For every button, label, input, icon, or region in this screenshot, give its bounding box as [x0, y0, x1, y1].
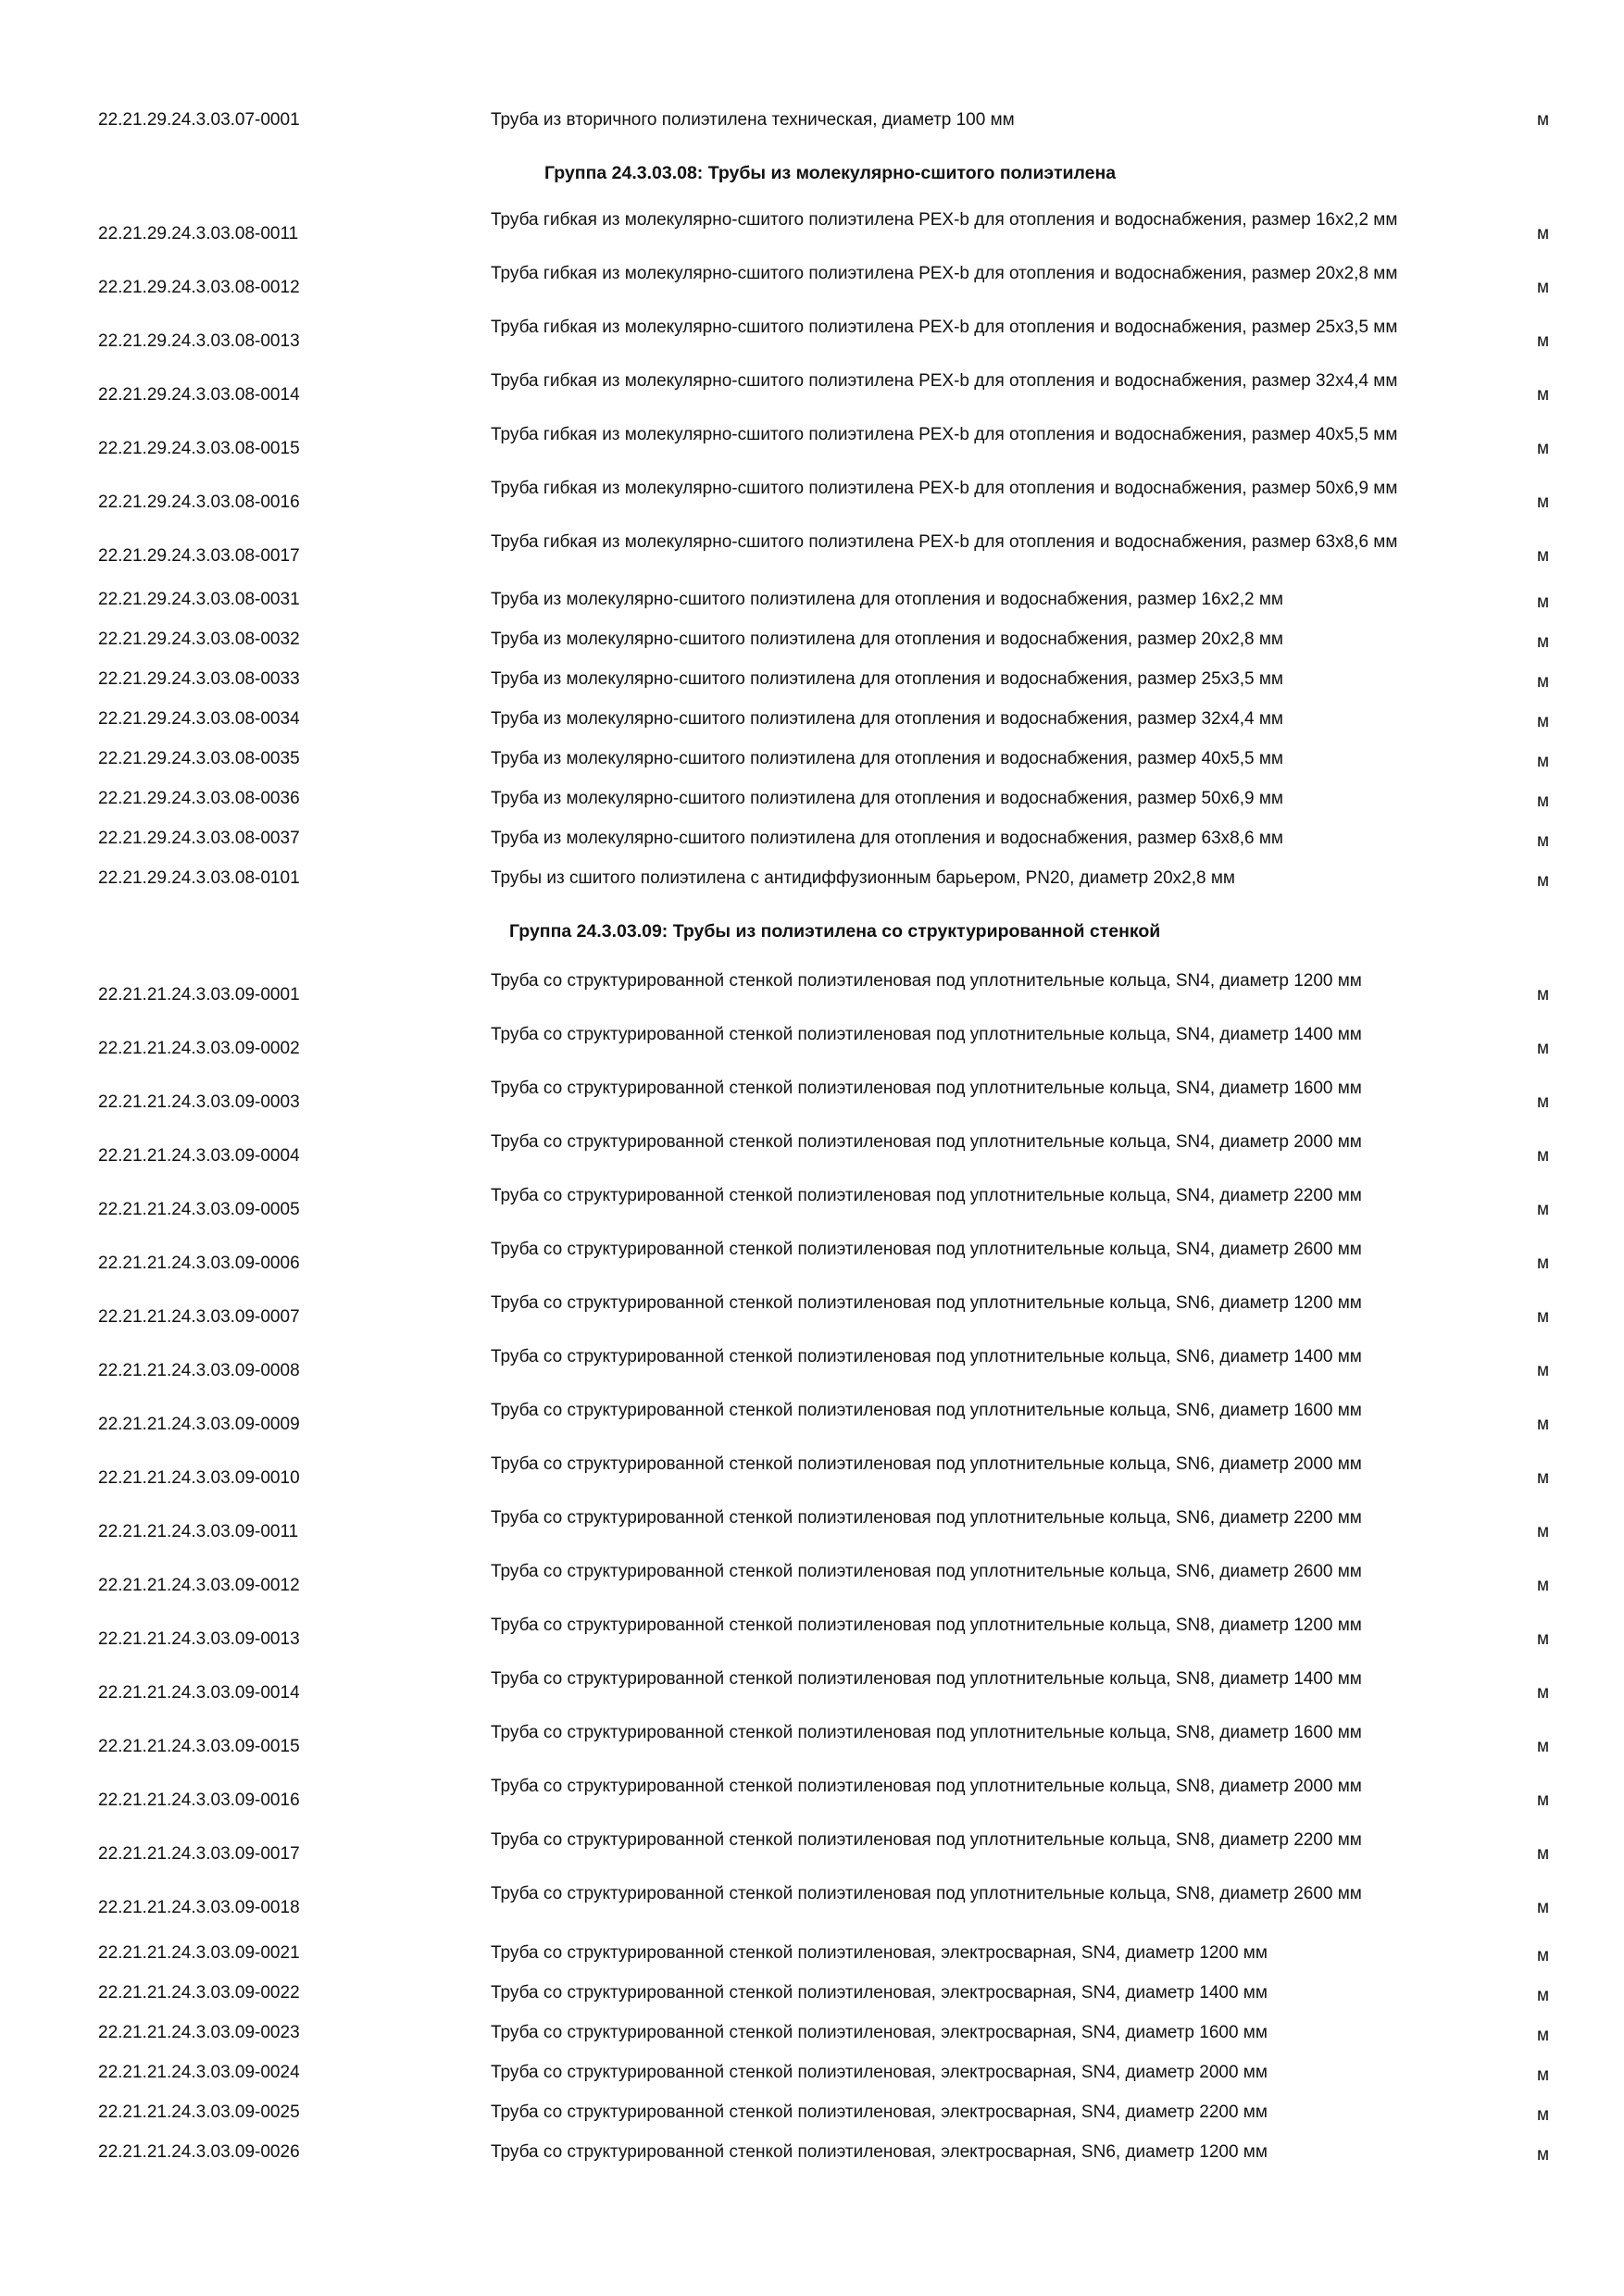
item-code: 22.21.29.24.3.03.08-0012 [98, 278, 300, 297]
table-row [0, 1613, 1624, 1666]
table-row [0, 207, 1624, 261]
item-code: 22.21.29.24.3.03.08-0035 [98, 749, 300, 768]
item-code: 22.21.21.24.3.03.09-0014 [98, 1683, 300, 1703]
table-row [0, 1942, 1624, 1979]
item-code: 22.21.21.24.3.03.09-0006 [98, 1254, 300, 1273]
item-unit: м [1537, 1683, 1550, 1703]
item-description: Труба гибкая из молекулярно-сшитого полиэтилена PEX-b для отопления и водоснабжения, размер 40х5,5 мм [491, 425, 1398, 444]
item-code: 22.21.21.24.3.03.09-0011 [98, 1522, 299, 1541]
item-description: Труба со структурированной стенкой полиэтиленовая под уплотнительные кольца, SN4, диаметр 2600 мм [491, 1240, 1362, 1259]
item-description: Труба со структурированной стенкой полиэтиленовая под уплотнительные кольца, SN4, диаметр 2200 мм [491, 1186, 1362, 1205]
table-row [0, 530, 1624, 583]
item-code: 22.21.29.24.3.03.08-0016 [98, 493, 300, 512]
item-unit: м [1537, 792, 1550, 811]
table-row [0, 422, 1624, 476]
item-unit: м [1537, 385, 1550, 405]
item-unit: м [1537, 110, 1550, 130]
item-unit: м [1537, 2105, 1550, 2125]
item-unit: м [1537, 1092, 1550, 1112]
item-unit: м [1537, 2145, 1550, 2165]
item-unit: м [1537, 546, 1550, 566]
item-code: 22.21.21.24.3.03.09-0016 [98, 1791, 300, 1810]
item-code: 22.21.29.24.3.03.08-0031 [98, 590, 300, 609]
table-row [0, 1881, 1624, 1935]
item-unit: м [1537, 1415, 1550, 1434]
item-description: Труба из молекулярно-сшитого полиэтилена для отопления и водоснабжения, размер 50х6,9 мм [491, 789, 1283, 808]
item-description: Труба со структурированной стенкой полиэтиленовая под уплотнительные кольца, SN6, диаметр 2200 мм [491, 1508, 1362, 1528]
item-description: Труба из молекулярно-сшитого полиэтилена для отопления и водоснабжения, размер 20х2,8 мм [491, 630, 1283, 649]
item-description: Труба со структурированной стенкой полиэтиленовая под уплотнительные кольца, SN6, диаметр 2600 мм [491, 1562, 1362, 1581]
item-description: Трубы из сшитого полиэтилена с антидиффузионным барьером, PN20, диаметр 20х2,8 мм [491, 868, 1235, 888]
item-code: 22.21.29.24.3.03.08-0037 [98, 829, 300, 848]
table-row [0, 1559, 1624, 1613]
group-header [0, 159, 1624, 187]
item-description: Труба со структурированной стенкой полиэтиленовая, электросварная, SN6, диаметр 1200 мм [491, 2142, 1268, 2162]
item-code: 22.21.21.24.3.03.09-0007 [98, 1307, 300, 1327]
item-unit: м [1537, 439, 1550, 458]
item-description: Труба гибкая из молекулярно-сшитого полиэтилена PEX-b для отопления и водоснабжения, размер 16х2,2 мм [491, 210, 1398, 230]
table-row [0, 1666, 1624, 1720]
table-row [0, 1237, 1624, 1291]
table-row [0, 1398, 1624, 1452]
item-code: 22.21.29.24.3.03.08-0014 [98, 385, 300, 405]
item-description: Труба со структурированной стенкой полиэтиленовая под уплотнительные кольца, SN8, диаметр 1200 мм [491, 1616, 1362, 1635]
table-row [0, 1774, 1624, 1828]
table-row [0, 668, 1624, 705]
table-row [0, 708, 1624, 745]
item-description: Труба гибкая из молекулярно-сшитого полиэтилена PEX-b для отопления и водоснабжения, размер 50х6,9 мм [491, 479, 1398, 498]
table-row [0, 315, 1624, 368]
item-unit: м [1537, 1576, 1550, 1595]
item-code: 22.21.29.24.3.03.08-0015 [98, 439, 300, 458]
item-description: Труба со структурированной стенкой полиэтиленовая, электросварная, SN4, диаметр 2000 мм [491, 2063, 1268, 2082]
table-row [0, 1291, 1624, 1344]
item-code: 22.21.29.24.3.03.08-0036 [98, 789, 300, 808]
item-code: 22.21.21.24.3.03.09-0025 [98, 2103, 300, 2122]
item-code: 22.21.21.24.3.03.09-0017 [98, 1844, 300, 1864]
table-row [0, 1982, 1624, 2019]
item-description: Труба со структурированной стенкой полиэтиленовая под уплотнительные кольца, SN8, диаметр 1600 мм [491, 1723, 1362, 1742]
item-code: 22.21.21.24.3.03.09-0001 [98, 985, 300, 1004]
item-code: 22.21.21.24.3.03.09-0018 [98, 1898, 300, 1917]
item-unit: м [1537, 712, 1550, 731]
item-description: Труба из молекулярно-сшитого полиэтилена для отопления и водоснабжения, размер 32х4,4 мм [491, 709, 1283, 729]
item-unit: м [1537, 632, 1550, 652]
item-unit: м [1537, 1522, 1550, 1541]
item-description: Труба со структурированной стенкой полиэтиленовая под уплотнительные кольца, SN8, диаметр 2200 мм [491, 1830, 1362, 1850]
item-unit: м [1537, 1468, 1550, 1488]
table-row [0, 1505, 1624, 1559]
table-row [0, 748, 1624, 785]
item-code: 22.21.21.24.3.03.09-0003 [98, 1092, 300, 1112]
item-description: Труба гибкая из молекулярно-сшитого полиэтилена PEX-b для отопления и водоснабжения, размер 25х3,5 мм [491, 318, 1398, 337]
item-unit: м [1537, 1254, 1550, 1273]
item-description: Труба со структурированной стенкой полиэтиленовая под уплотнительные кольца, SN4, диаметр 1600 мм [491, 1079, 1362, 1098]
item-description: Труба из вторичного полиэтилена техническая, диаметр 100 мм [491, 110, 1015, 130]
item-unit: м [1537, 1791, 1550, 1810]
table-row [0, 2062, 1624, 2099]
item-unit: м [1537, 1737, 1550, 1756]
table-row [0, 1076, 1624, 1129]
table-row [0, 1720, 1624, 1774]
item-code: 22.21.29.24.3.03.08-0011 [98, 224, 299, 243]
table-row [0, 1183, 1624, 1237]
group-title: Группа 24.3.03.09: Трубы из полиэтилена со структурированной стенкой [509, 921, 1161, 942]
item-description: Труба со структурированной стенкой полиэтиленовая под уплотнительные кольца, SN8, диаметр 2000 мм [491, 1777, 1362, 1796]
table-row [0, 261, 1624, 315]
item-code: 22.21.21.24.3.03.09-0024 [98, 2063, 300, 2082]
item-code: 22.21.29.24.3.03.08-0013 [98, 331, 300, 351]
item-unit: м [1537, 593, 1550, 612]
item-unit: м [1537, 1146, 1550, 1166]
item-unit: м [1537, 1629, 1550, 1649]
item-unit: м [1537, 871, 1550, 891]
table-row [0, 828, 1624, 865]
table-row [0, 589, 1624, 626]
item-code: 22.21.21.24.3.03.09-0013 [98, 1629, 300, 1649]
item-description: Труба из молекулярно-сшитого полиэтилена для отопления и водоснабжения, размер 25х3,5 мм [491, 669, 1283, 689]
table-row [0, 476, 1624, 530]
item-code: 22.21.21.24.3.03.09-0012 [98, 1576, 300, 1595]
table-row [0, 1344, 1624, 1398]
item-description: Труба гибкая из молекулярно-сшитого полиэтилена PEX-b для отопления и водоснабжения, размер 32х4,4 мм [491, 371, 1398, 391]
item-description: Труба со структурированной стенкой полиэтиленовая, электросварная, SN4, диаметр 1400 мм [491, 1983, 1268, 2003]
item-description: Труба гибкая из молекулярно-сшитого полиэтилена PEX-b для отопления и водоснабжения, размер 20х2,8 мм [491, 264, 1398, 283]
item-code: 22.21.21.24.3.03.09-0022 [98, 1983, 300, 2003]
table-row [0, 2022, 1624, 2059]
table-row [0, 106, 1624, 134]
group-header [0, 919, 1624, 947]
item-description: Труба со структурированной стенкой полиэтиленовая под уплотнительные кольца, SN4, диаметр 2000 мм [491, 1132, 1362, 1152]
item-unit: м [1537, 493, 1550, 512]
item-code: 22.21.21.24.3.03.09-0008 [98, 1361, 300, 1380]
item-description: Труба со структурированной стенкой полиэтиленовая, электросварная, SN4, диаметр 1200 мм [491, 1943, 1268, 1963]
table-row [0, 788, 1624, 825]
item-unit: м [1537, 672, 1550, 692]
table-row [0, 2102, 1624, 2139]
table-row [0, 368, 1624, 422]
item-unit: м [1537, 752, 1550, 771]
item-code: 22.21.29.24.3.03.08-0017 [98, 546, 300, 566]
item-description: Труба со структурированной стенкой полиэтиленовая под уплотнительные кольца, SN6, диаметр 2000 мм [491, 1454, 1362, 1474]
item-description: Труба со структурированной стенкой полиэтиленовая под уплотнительные кольца, SN8, диаметр 2600 мм [491, 1884, 1362, 1903]
item-code: 22.21.21.24.3.03.09-0005 [98, 1200, 300, 1219]
item-description: Труба со структурированной стенкой полиэтиленовая под уплотнительные кольца, SN6, диаметр 1400 мм [491, 1347, 1362, 1366]
table-row [0, 968, 1624, 1022]
item-code: 22.21.21.24.3.03.09-0004 [98, 1146, 300, 1166]
item-code: 22.21.21.24.3.03.09-0015 [98, 1737, 300, 1756]
table-row [0, 1129, 1624, 1183]
item-description: Труба со структурированной стенкой полиэтиленовая под уплотнительные кольца, SN6, диаметр 1600 мм [491, 1401, 1362, 1420]
item-code: 22.21.29.24.3.03.08-0101 [98, 868, 300, 888]
item-code: 22.21.21.24.3.03.09-0021 [98, 1943, 300, 1963]
item-description: Труба со структурированной стенкой полиэтиленовая под уплотнительные кольца, SN8, диаметр 1400 мм [491, 1669, 1362, 1689]
item-unit: м [1537, 831, 1550, 851]
item-unit: м [1537, 1898, 1550, 1917]
item-code: 22.21.29.24.3.03.08-0034 [98, 709, 300, 729]
item-unit: м [1537, 224, 1550, 243]
item-code: 22.21.21.24.3.03.09-0026 [98, 2142, 300, 2162]
item-description: Труба из молекулярно-сшитого полиэтилена для отопления и водоснабжения, размер 63х8,6 мм [491, 829, 1283, 848]
item-code: 22.21.29.24.3.03.07-0001 [98, 110, 300, 130]
item-description: Труба из молекулярно-сшитого полиэтилена для отопления и водоснабжения, размер 16х2,2 мм [491, 590, 1283, 609]
table-row [0, 867, 1624, 905]
item-unit: м [1537, 1946, 1550, 1965]
item-unit: м [1537, 1361, 1550, 1380]
table-row [0, 1022, 1624, 1076]
item-code: 22.21.29.24.3.03.08-0032 [98, 630, 300, 649]
item-description: Труба из молекулярно-сшитого полиэтилена для отопления и водоснабжения, размер 40х5,5 мм [491, 749, 1283, 768]
item-unit: м [1537, 278, 1550, 297]
table-row [0, 1452, 1624, 1505]
item-unit: м [1537, 985, 1550, 1004]
item-description: Труба со структурированной стенкой полиэтиленовая под уплотнительные кольца, SN6, диаметр 1200 мм [491, 1293, 1362, 1313]
table-row [0, 1828, 1624, 1881]
item-unit: м [1537, 1200, 1550, 1219]
item-code: 22.21.21.24.3.03.09-0023 [98, 2023, 300, 2042]
table-row [0, 629, 1624, 666]
item-description: Труба гибкая из молекулярно-сшитого полиэтилена PEX-b для отопления и водоснабжения, размер 63х8,6 мм [491, 532, 1398, 552]
item-code: 22.21.21.24.3.03.09-0010 [98, 1468, 300, 1488]
item-unit: м [1537, 2026, 1550, 2045]
table-row [0, 2141, 1624, 2178]
item-code: 22.21.29.24.3.03.08-0033 [98, 669, 300, 689]
item-description: Труба со структурированной стенкой полиэтиленовая под уплотнительные кольца, SN4, диаметр 1200 мм [491, 971, 1362, 991]
item-unit: м [1537, 2065, 1550, 2085]
item-unit: м [1537, 1844, 1550, 1864]
item-code: 22.21.21.24.3.03.09-0009 [98, 1415, 300, 1434]
item-description: Труба со структурированной стенкой полиэтиленовая, электросварная, SN4, диаметр 1600 мм [491, 2023, 1268, 2042]
item-unit: м [1537, 1039, 1550, 1058]
item-description: Труба со структурированной стенкой полиэтиленовая под уплотнительные кольца, SN4, диаметр 1400 мм [491, 1025, 1362, 1044]
item-unit: м [1537, 331, 1550, 351]
group-title: Группа 24.3.03.08: Трубы из молекулярно-сшитого полиэтилена [544, 163, 1117, 183]
item-unit: м [1537, 1986, 1550, 2005]
item-unit: м [1537, 1307, 1550, 1327]
item-code: 22.21.21.24.3.03.09-0002 [98, 1039, 300, 1058]
item-description: Труба со структурированной стенкой полиэтиленовая, электросварная, SN4, диаметр 2200 мм [491, 2103, 1268, 2122]
